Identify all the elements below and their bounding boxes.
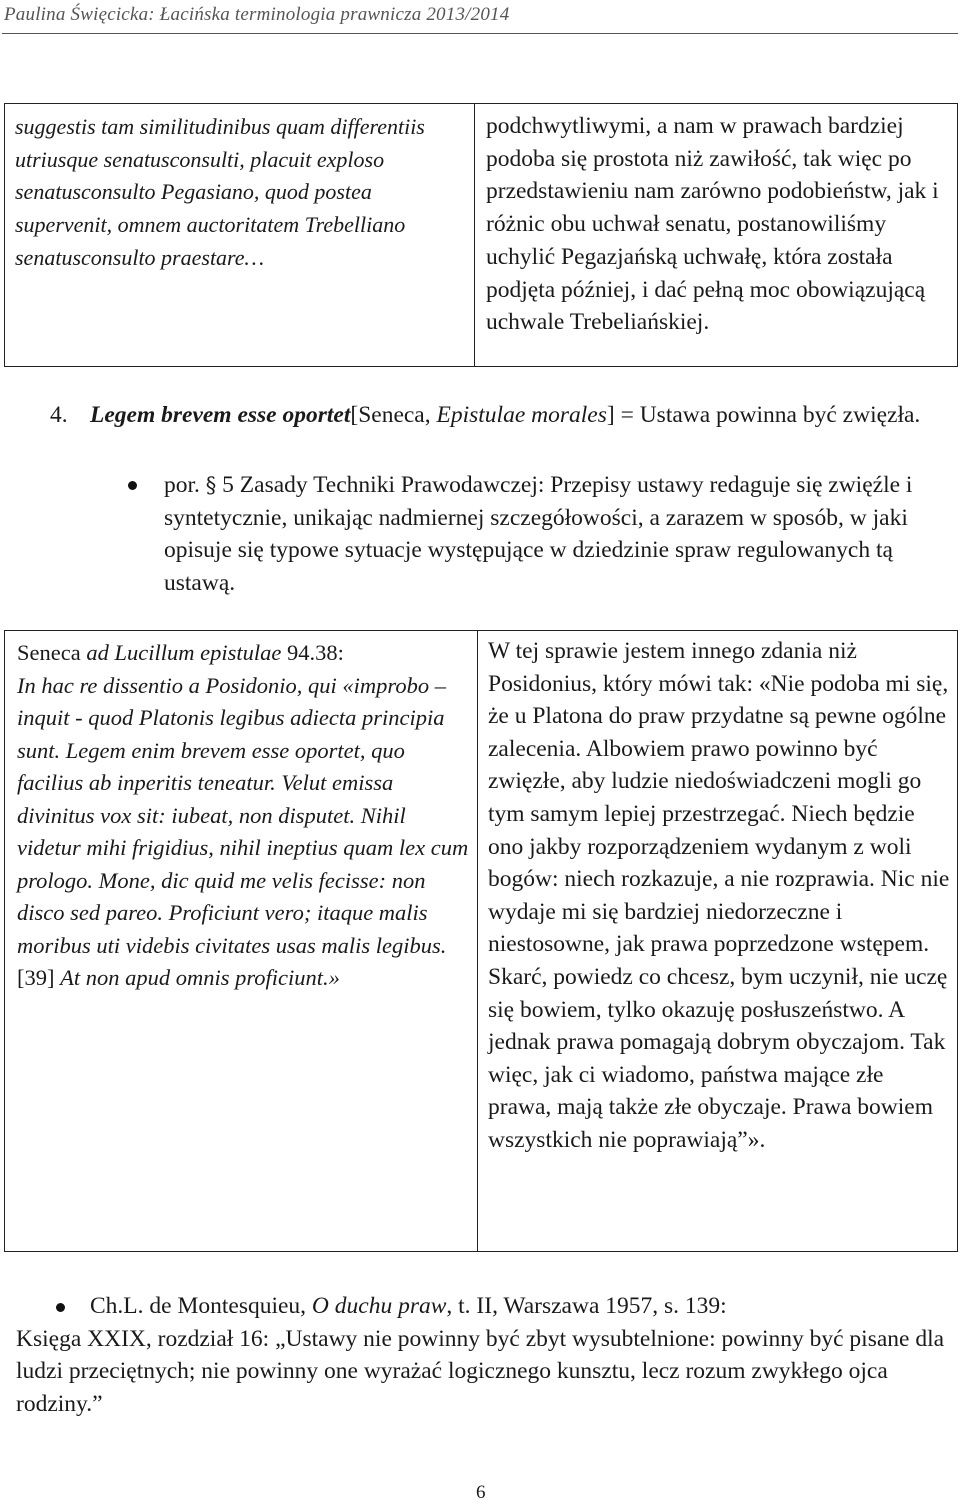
source-author: Seneca — [17, 640, 87, 665]
bullet-icon — [128, 481, 137, 490]
source-citation — [17, 637, 469, 670]
translation-table-2 — [4, 630, 958, 1252]
latin-section-ref: [39] — [17, 965, 61, 990]
quote-text: Księga XXIX, rozdział 16: „Ustawy nie powinny być zbyt wysubtelnione: powinny być pisane dla ludzi przeciętnych; nie powinny one wyrażać logicznego kunsztu, lecz rozum zwykłego ojca rodziny.” — [16, 1325, 945, 1417]
bullet-icon — [56, 1303, 65, 1312]
source-reference: 94.38: — [281, 640, 344, 665]
work-title: O duchu praw — [311, 1293, 447, 1319]
polish-translation-cell: W tej sprawie jestem innego zdania niż Posidonius, który mówi tak: «Nie podoba mi się, że u Platona do praw przydatne są pewne ogólne zalecenia. Albowiem prawo powinno być zwięzłe, aby ludzie niedoświadczeni mogli go tym samym lepiej przestrzegać. Niech będzie ono jakby rozporządzeniem wydanym z woli bogów: niech rozkazuje, a nie rozprawia. Nic nie wydaje mi się bardziej niedorzeczne i niestosowne, jak prawa poprzedzone wstępem. Skarć, powiedz co chcesz, bym uczynił, nie uczę się bowiem, tylko okazuję posłuszeństwo. A jednak prawa pomagają dobrym obyczajom. Tak więc, jak ci wiadomo, państwa mające złe prawa, mają także złe obyczaje. Prawa bowiem wszystkich nie poprawiają”». — [478, 631, 958, 1252]
translation-table-1 — [4, 103, 958, 367]
latin-text-cell — [5, 631, 478, 1252]
bullet-item-montesquieu — [16, 1290, 951, 1420]
source-bracket-close: ] — [606, 402, 615, 428]
latin-ending: At non apud omnis proficiunt.» — [60, 965, 340, 990]
bullet-lead: por. — [164, 472, 206, 498]
latin-passage — [17, 670, 469, 995]
work-details: , t. II, Warszawa 1957, s. 139: — [446, 1293, 727, 1319]
source-title: Epistulae morales — [436, 402, 607, 428]
source-bracket-open: [Seneca, — [350, 402, 437, 428]
numbered-item-4 — [50, 400, 945, 431]
author: Ch.L. de Montesquieu, — [90, 1293, 312, 1319]
page-number: 6 — [476, 1482, 486, 1503]
latin-maxim: Legem brevem esse oportet — [90, 402, 351, 428]
latin-body: In hac re dissentio a Posidonio, qui «improbo – inquit - quod Platonis legibus adiecta principia sunt. Legem enim brevem esse oportet, quo facilius ab inperitis teneatur. Velut emissa divinitus vox sit: iubeat, non disputet. Nihil videtur mihi frigidius, nihil ineptius quam lex cum prologo. Mone, dic quid me velis fecisse: non disco sed pareo. Proficiunt vero; itaque malis moribus uti videbis civitates usas malis legibus. — [17, 672, 469, 958]
running-header: Paulina Święcicka: Łacińska terminologia prawnicza 2013/2014 — [4, 4, 510, 25]
header-rule — [2, 33, 958, 34]
source-title: ad Lucillum epistulae — [86, 640, 282, 665]
latin-text-cell: suggestis tam similitudinibus quam differentiis utriusque senatusconsulti, placuit exploso senatusconsulto Pegasiano, quod postea supervenit, omnem auctoritatem Trebelliano senatusconsulto praestare… — [5, 104, 475, 367]
polish-translation-cell: podchwytliwymi, a nam w prawach bardziej podoba się prostota niż zawiłość, tak więc po przedstawieniu nam zarówno podobieństw, jak i różnic obu uchwał senatu, postanowiliśmy uchylić Pegazjańską uchwałę, która została podjęta później, i dać pełną moc obowiązującą uchwale Trebeliańskiej. — [475, 104, 958, 367]
maxim-translation: = Ustawa powinna być zwięzła. — [614, 402, 921, 428]
bullet-text: 5 Zasady Techniki Prawodawczej: Przepisy ustawy redaguje się zwięźle i syntetycznie, unikając nadmiernej szczegółowości, a zarazem w sposób, w jaki opisuje się typowe sytuacje występujące w dziedzinie spraw regulowanych tą ustawą. — [164, 472, 913, 596]
item-number: 4. — [50, 402, 68, 428]
bullet-item-zasady — [120, 469, 950, 599]
section-sign: § — [205, 473, 217, 497]
